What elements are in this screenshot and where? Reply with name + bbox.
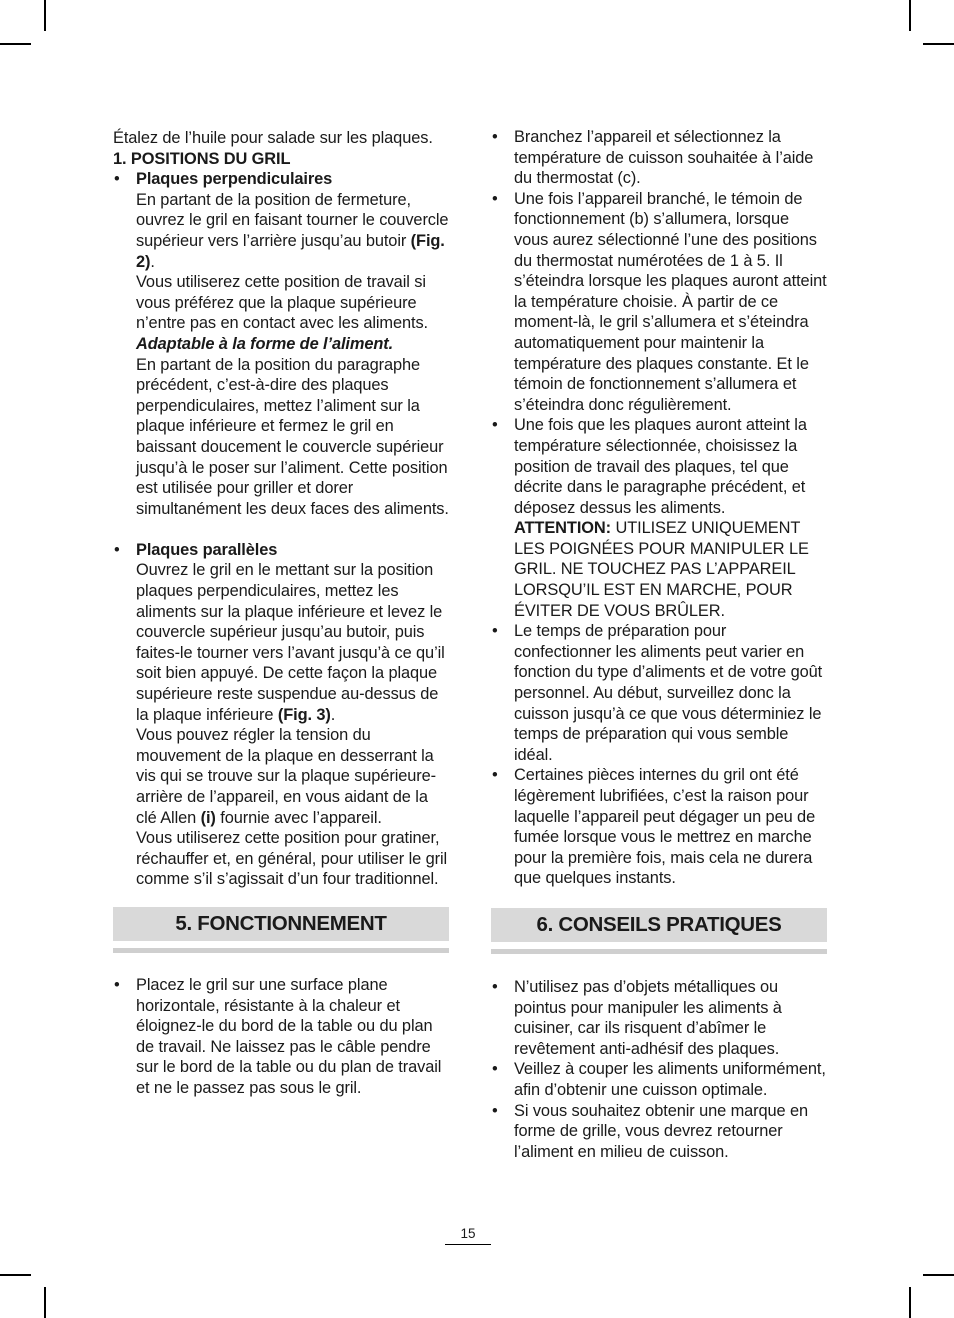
list-item: [491, 189, 827, 416]
list-item: [491, 415, 827, 621]
text-run: Ouvrez le gril en le mettant sur la position plaques perpendiculaires, mettez les aliments sur la plaque inférieure et levez le couvercle supérieur jusqu’au butoir, puis faites-le tourner vers l’avant jusqu’à ce qu’il soit bien appuyé. De cette façon la plaque supérieure reste suspendue au-dessus de la plaque inférieure: [136, 561, 445, 724]
figure-reference: (Fig. 3): [277, 705, 331, 724]
paragraph: [136, 725, 449, 828]
crop-mark: [44, 1287, 46, 1318]
attention-text: UTILISEZ UNIQUEMENT LES POIGNÉES POUR MANIPULER LE GRIL. NE TOUCHEZ PAS L’APPAREIL LORSQU’IL EST EN MARCHE, POUR ÉVITER DE VOUS BRÛLER.: [514, 519, 809, 620]
list-item: [491, 1101, 827, 1163]
section-1-title: 1. POSITIONS DU GRIL: [113, 149, 291, 168]
crop-mark: [44, 0, 46, 31]
part-reference: (i): [200, 808, 216, 827]
section-5-header: [113, 907, 449, 953]
paragraph: • Branchez l’appareil et sélectionnez la température de cuisson souhaitée à l’aide du thermostat (c).: [514, 128, 814, 188]
text-run: Vous pouvez régler la tension du mouvement de la plaque en desserrant la vis qui se trouve sur la plaque supérieure-arrière de l’appareil, en vous aidant de la clé Allen: [136, 726, 436, 827]
attention-warning: [514, 518, 827, 621]
list-item: [113, 975, 449, 1099]
text-run: En partant de la position de fermeture, ouvrez le gril en faisant tourner le couvercle supérieur vers l’arrière jusqu’au butoir: [136, 190, 449, 250]
list-item-plaques-paralleles: [113, 540, 449, 890]
text-run: .: [330, 705, 336, 724]
list-item: [491, 127, 827, 189]
paragraph: [136, 190, 449, 272]
paragraph: • Certaines pièces internes du gril ont été légèrement lubrifiées, c’est la raison pour laquelle l’appareil peut dégager un peu de fumée lorsque vous le mettrez en marche pour la première fois, mais cela ne durera que quelques instants.: [514, 766, 816, 888]
crop-mark: [909, 1287, 911, 1318]
crop-mark: [923, 1274, 954, 1276]
list-item: [491, 1059, 827, 1100]
paragraph: • N’utilisez pas d’objets métalliques ou pointus pour manipuler les aliments à cuisiner, car ils risquent d’abîmer le revêtement anti-adhésif des plaques.: [514, 977, 782, 1058]
paragraph: En partant de la position du paragraphe précédent, c’est-à-dire des plaques perpendiculaires, mettez l’aliment sur la plaque inférieure et fermez le gril en baissant doucement le couvercle supérieur jusqu’à le poser sur l’aliment. Cette position est utilisée pour griller et dorer simultanément les deux faces des aliments.: [136, 355, 449, 518]
section-6-title: 6. CONSEILS PRATIQUES: [491, 908, 827, 942]
attention-label: ATTENTION:: [514, 519, 612, 538]
section-divider: [491, 949, 827, 954]
paragraph: • Si vous souhaitez obtenir une marque en forme de grille, vous devrez retourner l’aliment en milieu de cuisson.: [514, 1101, 809, 1161]
subheading-adaptable: Adaptable à la forme de l’aliment.: [136, 334, 394, 353]
subheading-plaques-perpendiculaires: • Plaques perpendiculaires: [136, 170, 333, 189]
intro-text: Étalez de l’huile pour salade sur les plaques.: [113, 129, 433, 147]
list-item: [491, 621, 827, 765]
paragraph: • Une fois que les plaques auront atteint la température sélectionnée, choisissez la position de travail des plaques, tel que décrite dans le paragraphe précédent, et déposez dessus les aliments.: [514, 416, 807, 517]
spacer: [113, 519, 449, 540]
paragraph: Vous utiliserez cette position de travail si vous préférez que la plaque supérieure n’entre pas en contact avec les aliments.: [136, 273, 429, 333]
crop-mark: [0, 1274, 31, 1276]
crop-mark: [0, 43, 31, 45]
text-run: .: [150, 252, 155, 271]
paragraph: Vous utiliserez cette position pour gratiner, réchauffer et, en général, pour utiliser le gril comme s’il s’agissait d’un four traditionnel.: [136, 829, 448, 889]
subheading-plaques-paralleles: • Plaques parallèles: [136, 540, 278, 559]
list-item: [491, 765, 827, 889]
list-item-plaques-perpendiculaires: [113, 169, 449, 519]
text-run: fournie avec l’appareil.: [215, 808, 382, 827]
section-divider: [113, 948, 449, 953]
paragraph: • Placez le gril sur une surface plane horizontale, résistante à la chaleur et éloignez-le du bord de la table ou du plan de travail. Ne laissez pas le câble pendre sur le bord de la table ou du plan de travail et ne le passez pas sous le gril.: [136, 975, 442, 1097]
section-6-header: [491, 908, 827, 954]
paragraph: • Veillez à couper les aliments uniformément, afin d’obtenir une cuisson optimale.: [514, 1060, 826, 1099]
spacer: [113, 953, 449, 975]
page-number: 15: [445, 1226, 491, 1245]
paragraph: [136, 560, 449, 725]
section-5-title: 5. FONCTIONNEMENT: [113, 907, 449, 941]
paragraph: • Le temps de préparation pour confectionner les aliments peut varier en fonction du type d’aliments et de votre goût personnel. Au début, surveillez donc la cuisson jusqu’à ce que vous déterminiez le temps de préparation qui vous semble idéal.: [514, 622, 823, 764]
right-column: [491, 127, 827, 1162]
spacer: [491, 954, 827, 977]
list-item: [491, 977, 827, 1059]
paragraph: • Une fois l’appareil branché, le témoin de fonctionnement (b) s’allumera, lorsque vous aurez sélectionné l’une des positions du thermostat numérotées de 1 à 5. Il s’éteindra lorsque les plaques auront atteint la température choisie. À partir de ce moment-là, le gril s’allumera et s’éteindra automatiquement pour maintenir la température des plaques constante. Et le témoin de fonctionnement s’allumera et s’éteindra donc régulièrement.: [514, 189, 827, 414]
crop-mark: [909, 0, 911, 31]
figure-reference: (Fig. 2): [136, 231, 445, 271]
crop-mark: [923, 43, 954, 45]
left-column: [113, 128, 449, 1099]
